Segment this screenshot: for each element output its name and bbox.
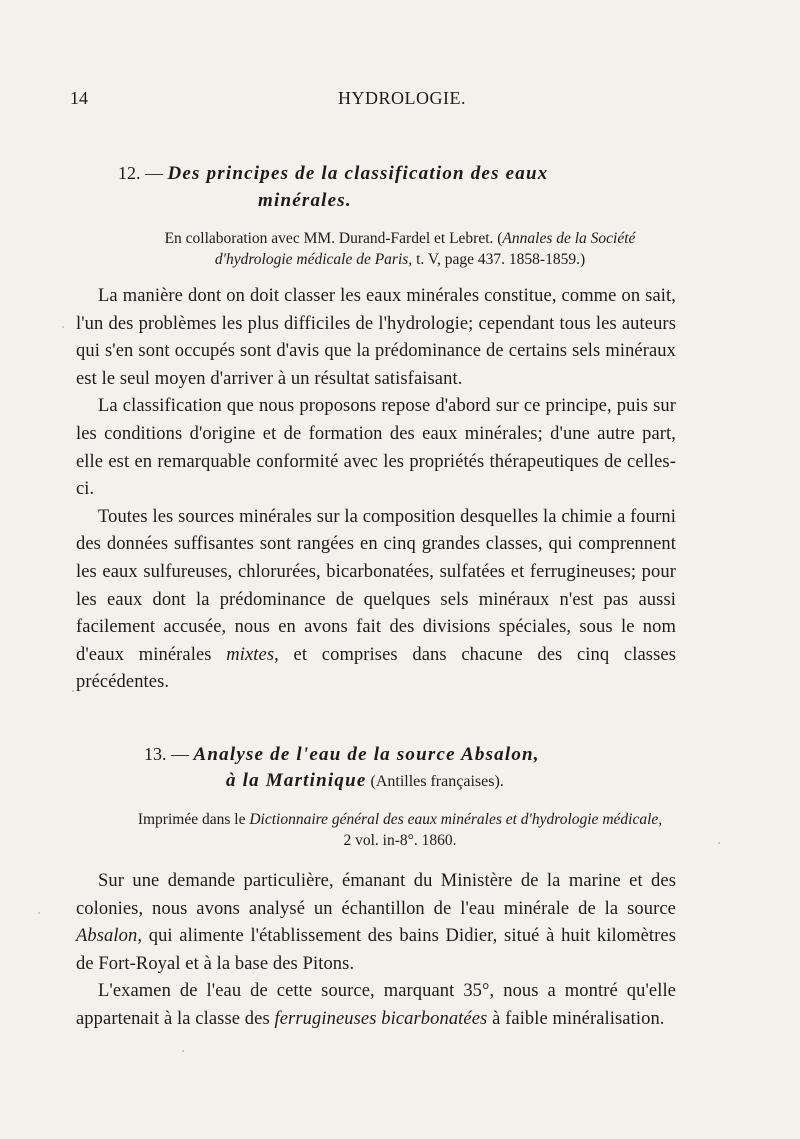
paragraph-text: qui alimente l'établissement des bains Didier, situé à huit kilomètres de Fort-Royal et à la base des Pitons. (76, 926, 676, 974)
paper-speck (62, 326, 64, 328)
italic-term: ferrugineuses bicarbonatées (274, 1008, 488, 1029)
paper-speck (72, 690, 74, 692)
paragraph: La classification que nous proposons repose d'abord sur ce principe, puis sur les conditions d'origine et de formation des eaux minérales; d'une autre part, elle est en remarquable conformité avec les propriétés thérapeutiques de celles-ci. (76, 396, 676, 500)
citation-13-dictionary: Dictionnaire général des eaux minérales et d'hydrologie médicale, (249, 811, 663, 828)
paragraph (76, 868, 676, 978)
italic-term: mixtes (226, 644, 275, 665)
citation-13-text-2: 2 vol. in-8°. 1860. (343, 832, 457, 849)
paragraph-text: à faible minéralisation. (487, 1008, 665, 1029)
paragraph: La manière dont on doit classer les eaux minérales constitue, comme on sait, l'un des problèmes les plus difficiles de l'hydrologie; cependant tous les auteurs qui s'en sont occupés sont d'avis que la prédominance de certains sels minéraux est le seul moyen d'arriver à un résultat satisfaisant. (76, 286, 676, 389)
section-12-heading-line2 (258, 187, 558, 214)
citation-13-text-1: Imprimée dans le (137, 811, 250, 828)
running-head (62, 88, 742, 112)
italic-term: Absalon, (76, 926, 143, 947)
section-13-number: 13. — (144, 744, 189, 764)
section-12-number: 12. — (118, 163, 163, 183)
section-12-title-line1: Des principes de la classification des eaux (167, 163, 549, 184)
section-13-heading (144, 741, 744, 768)
citation-12-text-2: t. V, page 437. 1858-1859.) (412, 251, 586, 268)
section-13-body (76, 868, 676, 1034)
paragraph (76, 978, 676, 1033)
section-13-citation (60, 809, 740, 851)
paragraph-text: Sur une demande particulière, émanant du Ministère de la marine et des colonies, nous avons analysé un échantillon de l'eau minérale de la source (76, 871, 676, 919)
section-12-heading (118, 160, 718, 187)
paragraph-text: , et comprises dans chacune des cinq classes précédentes. (76, 644, 676, 693)
section-12-title-line2: minérales. (258, 190, 352, 211)
section-13-title-line2: à la Martinique (226, 770, 367, 791)
section-13-heading-line2 (226, 767, 726, 795)
section-12-body (76, 283, 676, 697)
citation-12-journal-1: Annales de la Société (502, 230, 636, 247)
section-13-title-line1: Analyse de l'eau de la source Absalon, (193, 744, 540, 765)
paragraph-text: L'examen de l'eau de cette source, marquant 35°, nous a montré qu'elle appartenait à la classe des (76, 981, 676, 1029)
citation-12-journal-2: d'hydrologie médicale de Paris, (214, 251, 413, 268)
paper-speck (38, 912, 40, 914)
section-13-title-suffix: (Antilles françaises). (366, 773, 504, 790)
paragraph-text: Toutes les sources minérales sur la composition desquelles la chimie a fourni des données suffisantes sont rangées en cinq grandes classes, qui comprennent les eaux sulfureuses, chlorurées, bicarbonatées, sulfatées et ferrugineuses; pour les eaux dont la prédominance de quelques sels minéraux n'est pas aussi facilement accusée, nous en avons fait des divisions spéciales, sous le nom d'eaux minérales (76, 506, 676, 665)
page-number: 14 (70, 88, 88, 108)
header-title: HYDROLOGIE. (338, 88, 466, 108)
paper-speck (182, 1050, 184, 1052)
paragraph (76, 504, 676, 697)
paper-speck (718, 842, 720, 844)
section-12-citation (60, 228, 740, 270)
citation-12-text-1: En collaboration avec MM. Durand-Fardel et Lebret. ( (164, 230, 503, 247)
